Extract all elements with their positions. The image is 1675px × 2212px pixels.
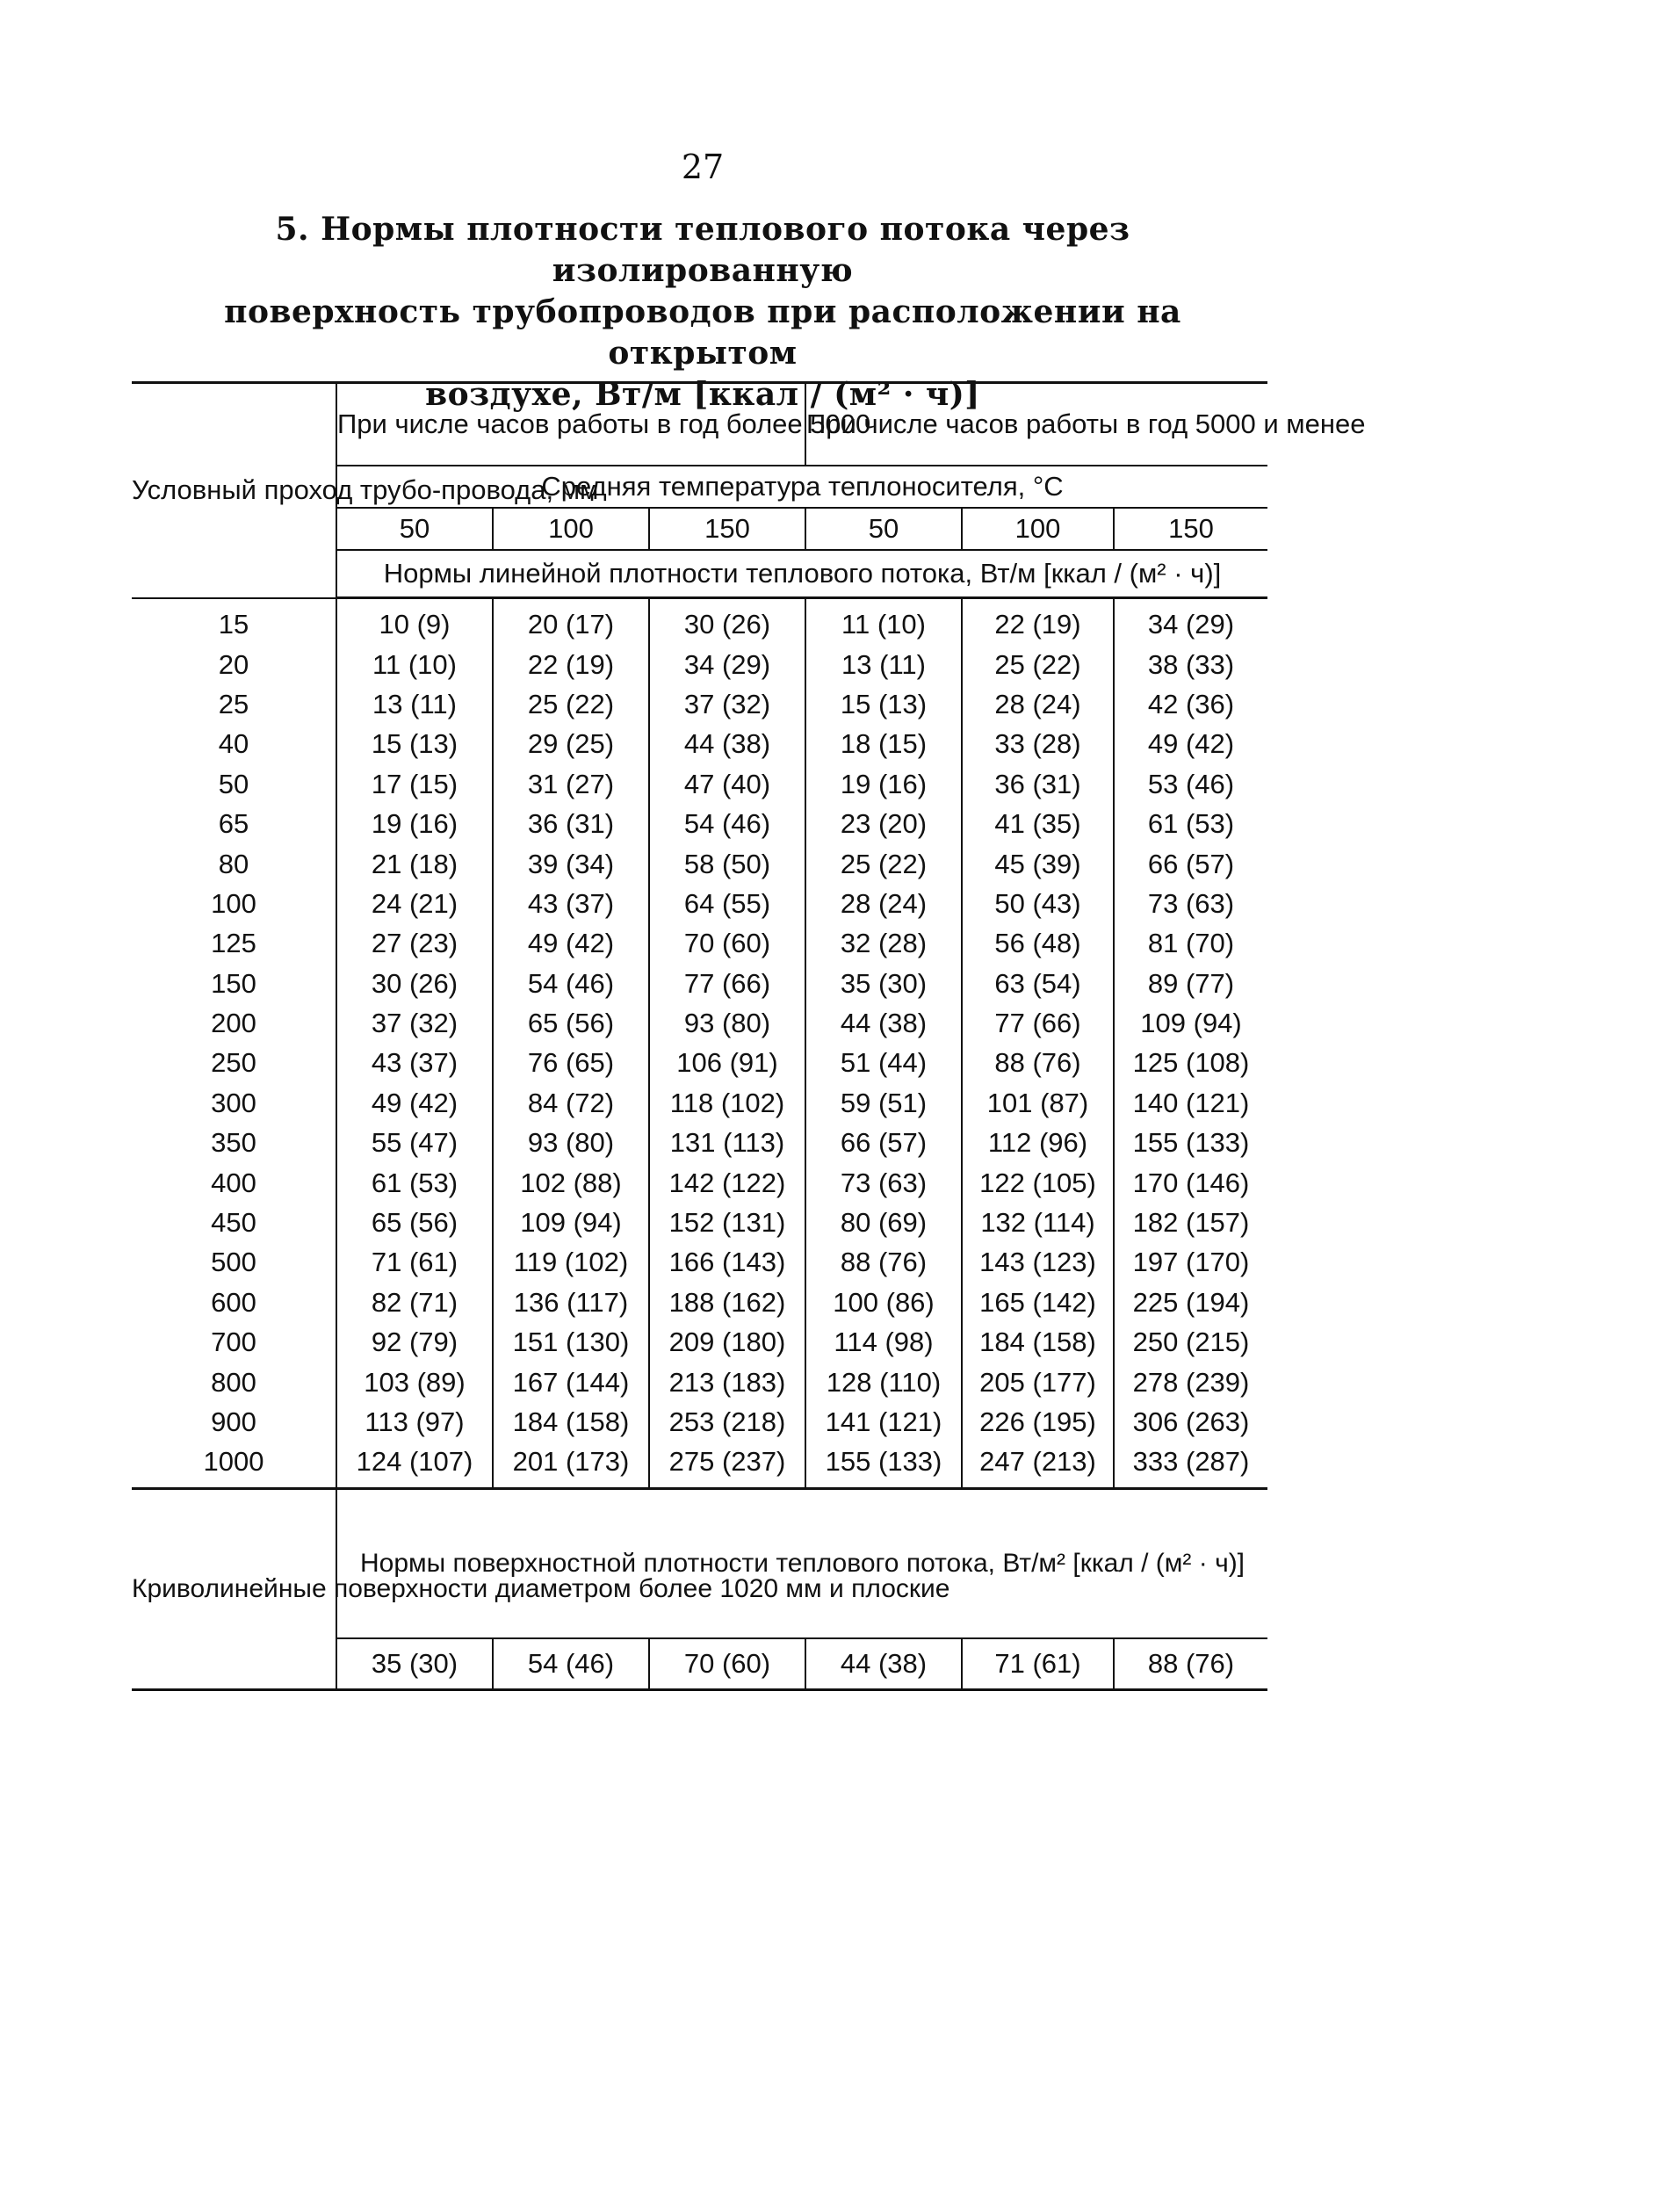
value-cell: 18 (15) (805, 724, 962, 763)
value-cell: 19 (16) (805, 764, 962, 804)
value-cell: 45 (39) (962, 843, 1114, 883)
value-cell: 35 (30) (805, 964, 962, 1003)
value-cell: 93 (80) (649, 1003, 805, 1043)
value-cell: 205 (177) (962, 1362, 1114, 1401)
value-cell: 22 (19) (962, 598, 1114, 645)
table-row (132, 1162, 1267, 1202)
table-row (132, 1203, 1267, 1242)
table-row (132, 1322, 1267, 1362)
value-cell: 64 (55) (649, 884, 805, 923)
value-cell: 76 (65) (493, 1043, 649, 1082)
value-cell: 71 (61) (336, 1242, 493, 1282)
value-cell: 49 (42) (493, 923, 649, 963)
value-cell: 47 (40) (649, 764, 805, 804)
table-row (132, 1242, 1267, 1282)
surface-value-cell: 70 (60) (649, 1638, 805, 1690)
value-cell: 184 (158) (962, 1322, 1114, 1362)
diameter-cell: 700 (211, 1326, 256, 1358)
value-cell: 92 (79) (336, 1322, 493, 1362)
value-cell: 141 (121) (805, 1402, 962, 1442)
value-cell: 43 (37) (336, 1043, 493, 1082)
value-cell: 65 (56) (336, 1203, 493, 1242)
value-cell: 109 (94) (493, 1203, 649, 1242)
value-cell: 43 (37) (493, 884, 649, 923)
value-cell: 37 (32) (336, 1003, 493, 1043)
value-cell: 32 (28) (805, 923, 962, 963)
diameter-cell: 800 (211, 1366, 256, 1398)
value-cell: 143 (123) (962, 1242, 1114, 1282)
diameter-cell: 400 (211, 1167, 256, 1198)
value-cell: 151 (130) (493, 1322, 649, 1362)
table-row (132, 1043, 1267, 1082)
value-cell: 119 (102) (493, 1242, 649, 1282)
diameter-cell: 450 (211, 1207, 256, 1239)
surface-value-cell: 35 (30) (336, 1638, 493, 1690)
value-cell: 22 (19) (493, 644, 649, 683)
value-cell: 275 (237) (649, 1442, 805, 1488)
value-cell: 58 (50) (649, 843, 805, 883)
diameter-cell: 500 (211, 1247, 256, 1278)
value-cell: 66 (57) (1114, 843, 1267, 883)
linear-density-caption: Нормы линейной плотности теплового потока, Вт/м [ккал / (м² · ч)] (336, 550, 1267, 598)
temp-cell: 150 (1114, 508, 1267, 550)
diameter-cell: 1000 (132, 1442, 336, 1488)
value-cell: 114 (98) (805, 1322, 962, 1362)
value-cell: 124 (107) (336, 1442, 493, 1488)
table-row (132, 1402, 1267, 1442)
diameter-cell: 900 (211, 1406, 256, 1437)
value-cell: 11 (10) (336, 644, 493, 683)
value-cell: 184 (158) (493, 1402, 649, 1442)
value-cell: 209 (180) (649, 1322, 805, 1362)
value-cell: 109 (94) (1114, 1003, 1267, 1043)
value-cell: 166 (143) (649, 1242, 805, 1282)
value-cell: 63 (54) (962, 964, 1114, 1003)
value-cell: 170 (146) (1114, 1162, 1267, 1202)
surface-row-header: Криволинейные поверхности диаметром более 1020 мм и плоские (132, 1573, 950, 1603)
temp-cell: 100 (962, 508, 1114, 550)
value-cell: 28 (24) (805, 884, 962, 923)
value-cell: 101 (87) (962, 1083, 1114, 1123)
diameter-cell: 20 (218, 648, 249, 680)
value-cell: 34 (29) (1114, 598, 1267, 645)
value-cell: 10 (9) (336, 598, 493, 645)
diameter-cell: 250 (211, 1047, 256, 1079)
surface-value-cell: 44 (38) (805, 1638, 962, 1690)
table-row (132, 684, 1267, 724)
value-cell: 34 (29) (649, 644, 805, 683)
value-cell: 21 (18) (336, 843, 493, 883)
value-cell: 182 (157) (1114, 1203, 1267, 1242)
value-cell: 155 (133) (805, 1442, 962, 1488)
value-cell: 188 (162) (649, 1283, 805, 1322)
diameter-cell: 600 (211, 1286, 256, 1318)
diameter-cell: 125 (211, 928, 256, 959)
value-cell: 125 (108) (1114, 1043, 1267, 1082)
value-cell: 25 (22) (962, 644, 1114, 683)
table-row (132, 598, 1267, 645)
diameter-cell: 80 (218, 848, 249, 879)
value-cell: 65 (56) (493, 1003, 649, 1043)
diameter-cell: 65 (218, 808, 249, 840)
value-cell: 93 (80) (493, 1123, 649, 1162)
table-row (132, 884, 1267, 923)
value-cell: 89 (77) (1114, 964, 1267, 1003)
page-number: 27 (681, 148, 725, 186)
value-cell: 54 (46) (649, 804, 805, 843)
table-row (132, 1362, 1267, 1401)
value-cell: 142 (122) (649, 1162, 805, 1202)
diameter-cell: 15 (218, 608, 249, 640)
diameter-cell: 350 (211, 1127, 256, 1159)
value-cell: 73 (63) (805, 1162, 962, 1202)
value-cell: 25 (22) (805, 843, 962, 883)
value-cell: 13 (11) (805, 644, 962, 683)
value-cell: 59 (51) (805, 1083, 962, 1123)
value-cell: 140 (121) (1114, 1083, 1267, 1123)
value-cell: 31 (27) (493, 764, 649, 804)
title-line-3: воздухе, Вт/м [ккал / (м² · ч)] (425, 376, 980, 413)
temp-cell: 50 (805, 508, 962, 550)
title-line-2: поверхность трубопроводов при расположении на открытом (224, 293, 1181, 372)
value-cell: 197 (170) (1114, 1242, 1267, 1282)
value-cell: 61 (53) (1114, 804, 1267, 843)
value-cell: 30 (26) (336, 964, 493, 1003)
value-cell: 11 (10) (805, 598, 962, 645)
value-cell: 33 (28) (962, 724, 1114, 763)
value-cell: 155 (133) (1114, 1123, 1267, 1162)
value-cell: 77 (66) (962, 1003, 1114, 1043)
value-cell: 128 (110) (805, 1362, 962, 1401)
heat-flux-norms-table (132, 381, 1366, 1691)
value-cell: 23 (20) (805, 804, 962, 843)
diameter-cell: 100 (211, 887, 256, 919)
value-cell: 103 (89) (336, 1362, 493, 1401)
value-cell: 36 (31) (493, 804, 649, 843)
temp-cell: 50 (336, 508, 493, 550)
value-cell: 165 (142) (962, 1283, 1114, 1322)
value-cell: 44 (38) (649, 724, 805, 763)
value-cell: 49 (42) (1114, 724, 1267, 763)
table-row (132, 843, 1267, 883)
value-cell: 61 (53) (336, 1162, 493, 1202)
diameter-cell: 50 (218, 768, 249, 799)
diameter-cell: 300 (211, 1087, 256, 1118)
value-cell: 50 (43) (962, 884, 1114, 923)
value-cell: 13 (11) (336, 684, 493, 724)
value-cell: 24 (21) (336, 884, 493, 923)
table-row (132, 964, 1267, 1003)
table-row (132, 1003, 1267, 1043)
value-cell: 77 (66) (649, 964, 805, 1003)
value-cell: 17 (15) (336, 764, 493, 804)
table-row (132, 804, 1267, 843)
value-cell: 118 (102) (649, 1083, 805, 1123)
value-cell: 15 (13) (805, 684, 962, 724)
value-cell: 42 (36) (1114, 684, 1267, 724)
diameter-cell: 25 (218, 688, 249, 719)
value-cell: 106 (91) (649, 1043, 805, 1082)
value-cell: 132 (114) (962, 1203, 1114, 1242)
row-header-diameter: Условный проход трубо-провода, мм (132, 383, 336, 598)
value-cell: 38 (33) (1114, 644, 1267, 683)
value-cell: 36 (31) (962, 764, 1114, 804)
diameter-cell: 200 (211, 1008, 256, 1039)
value-cell: 131 (113) (649, 1123, 805, 1162)
value-cell: 253 (218) (649, 1402, 805, 1442)
title-line-1: 5. Нормы плотности теплового потока через изолированную (275, 211, 1130, 289)
temp-cell: 100 (493, 508, 649, 550)
value-cell: 20 (17) (493, 598, 649, 645)
table-row (132, 1442, 1267, 1488)
value-cell: 333 (287) (1114, 1442, 1267, 1488)
group-header-less-5000: При числе часов работы в год 5000 и менее (805, 383, 1267, 466)
value-cell: 29 (25) (493, 724, 649, 763)
value-cell: 250 (215) (1114, 1322, 1267, 1362)
value-cell: 167 (144) (493, 1362, 649, 1401)
value-cell: 70 (60) (649, 923, 805, 963)
value-cell: 54 (46) (493, 964, 649, 1003)
value-cell: 41 (35) (962, 804, 1114, 843)
value-cell: 88 (76) (805, 1242, 962, 1282)
value-cell: 122 (105) (962, 1162, 1114, 1202)
value-cell: 39 (34) (493, 843, 649, 883)
surface-value-cell: 71 (61) (962, 1638, 1114, 1690)
table-row (132, 1283, 1267, 1322)
temperature-header: Средняя температура теплоносителя, °С (336, 466, 1267, 508)
value-cell: 19 (16) (336, 804, 493, 843)
value-cell: 80 (69) (805, 1203, 962, 1242)
value-cell: 278 (239) (1114, 1362, 1267, 1401)
value-cell: 225 (194) (1114, 1283, 1267, 1322)
value-cell: 113 (97) (336, 1402, 493, 1442)
value-cell: 152 (131) (649, 1203, 805, 1242)
value-cell: 27 (23) (336, 923, 493, 963)
diameter-cell: 40 (218, 728, 249, 760)
value-cell: 56 (48) (962, 923, 1114, 963)
value-cell: 55 (47) (336, 1123, 493, 1162)
surface-value-cell: 88 (76) (1114, 1638, 1267, 1690)
table-row (132, 1083, 1267, 1123)
table-row (132, 644, 1267, 683)
value-cell: 201 (173) (493, 1442, 649, 1488)
value-cell: 88 (76) (962, 1043, 1114, 1082)
value-cell: 247 (213) (962, 1442, 1114, 1488)
table-row (132, 923, 1267, 963)
value-cell: 37 (32) (649, 684, 805, 724)
value-cell: 28 (24) (962, 684, 1114, 724)
value-cell: 226 (195) (962, 1402, 1114, 1442)
value-cell: 15 (13) (336, 724, 493, 763)
data-rows (132, 598, 1267, 1489)
value-cell: 306 (263) (1114, 1402, 1267, 1442)
value-cell: 73 (63) (1114, 884, 1267, 923)
value-cell: 25 (22) (493, 684, 649, 724)
value-cell: 82 (71) (336, 1283, 493, 1322)
value-cell: 102 (88) (493, 1162, 649, 1202)
value-cell: 213 (183) (649, 1362, 805, 1401)
temp-cell: 150 (649, 508, 805, 550)
table-row (132, 1123, 1267, 1162)
surface-density-caption: Нормы поверхностной плотности теплового потока, Вт/м² [ккал / (м² · ч)] (336, 1488, 1267, 1638)
table-row (132, 764, 1267, 804)
value-cell: 84 (72) (493, 1083, 649, 1123)
table-row (132, 724, 1267, 763)
value-cell: 81 (70) (1114, 923, 1267, 963)
value-cell: 30 (26) (649, 598, 805, 645)
diameter-cell: 150 (211, 967, 256, 999)
group-header-more-5000: При числе часов работы в год более 5000 (336, 383, 805, 466)
value-cell: 136 (117) (493, 1283, 649, 1322)
value-cell: 49 (42) (336, 1083, 493, 1123)
value-cell: 100 (86) (805, 1283, 962, 1322)
value-cell: 44 (38) (805, 1003, 962, 1043)
value-cell: 51 (44) (805, 1043, 962, 1082)
surface-value-cell: 54 (46) (493, 1638, 649, 1690)
value-cell: 112 (96) (962, 1123, 1114, 1162)
value-cell: 53 (46) (1114, 764, 1267, 804)
value-cell: 66 (57) (805, 1123, 962, 1162)
